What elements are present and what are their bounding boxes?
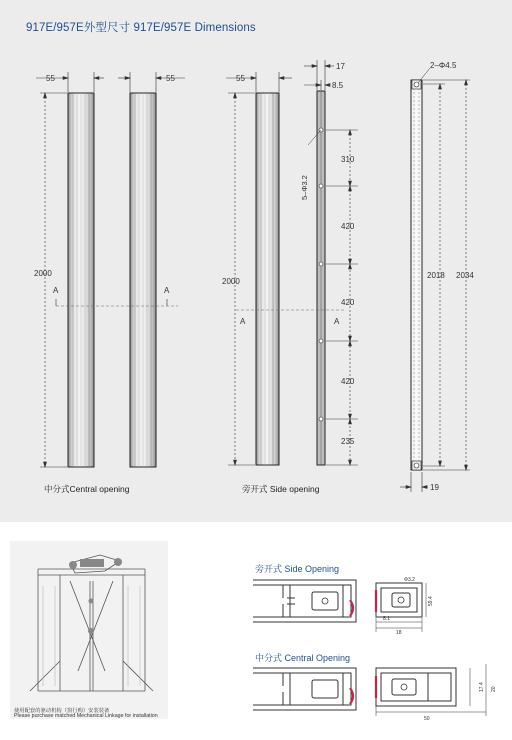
side-thickness-8-5: 8.5 bbox=[332, 81, 344, 90]
track-outer-height: 2034 bbox=[456, 271, 474, 280]
central-opening-right-panel bbox=[130, 93, 156, 467]
side-opening-panel bbox=[256, 93, 279, 465]
install-note-cn: 使用配套的驱动机构（窗行购）安装装备 bbox=[14, 708, 110, 714]
linkage-drawing bbox=[10, 541, 168, 719]
central-dim-3: 50 bbox=[424, 716, 430, 722]
track-width: 19 bbox=[430, 483, 439, 492]
side-height: 2000 bbox=[222, 277, 240, 286]
central-dim-1: 17.4 bbox=[479, 682, 485, 692]
side-dim-1: 8.1 bbox=[383, 616, 390, 622]
side-width: 55 bbox=[236, 74, 245, 83]
central-section-left: A bbox=[53, 286, 59, 295]
spacing-4: 420 bbox=[341, 377, 355, 386]
central-width-right: 55 bbox=[166, 74, 175, 83]
mechanical-linkage-illustration bbox=[10, 541, 168, 719]
spacing-5: 235 bbox=[341, 437, 355, 446]
side-opening-profile-title: 旁开式 Side Opening bbox=[255, 564, 340, 574]
side-opening-caption: 旁开式 Side opening bbox=[242, 484, 320, 494]
track-holes: 2–Φ4.5 bbox=[430, 61, 457, 70]
track-rail bbox=[411, 80, 422, 470]
page-title: 917E/957E外型尺寸 917E/957E Dimensions bbox=[26, 22, 256, 34]
side-thickness-dims bbox=[304, 60, 334, 90]
central-height: 2000 bbox=[34, 269, 52, 278]
holes-label: 5–Φ3.2 bbox=[300, 175, 309, 200]
central-height-dim bbox=[40, 93, 67, 467]
central-opening-profile-title: 中分式 Central Opening bbox=[255, 653, 351, 663]
central-section-right: A bbox=[164, 286, 170, 295]
side-section-left: A bbox=[240, 317, 246, 326]
spacing-2: 420 bbox=[341, 222, 355, 231]
central-opening-left-panel bbox=[68, 93, 94, 467]
side-section-right: A bbox=[334, 317, 340, 326]
side-opening-edge-profile bbox=[317, 91, 325, 465]
central-width-dims bbox=[36, 72, 185, 92]
central-opening-caption: 中分式Central opening bbox=[44, 484, 130, 494]
central-dim-2: 20 bbox=[491, 686, 497, 692]
central-width-left: 55 bbox=[46, 74, 55, 83]
install-note-en: Please purchase matched Mechanical Linkage for installation bbox=[14, 713, 158, 719]
spacing-3: 420 bbox=[341, 298, 355, 307]
track-inner-height: 2018 bbox=[427, 271, 445, 280]
side-dim-hole: Φ3.2 bbox=[404, 577, 415, 583]
spacing-1: 310 bbox=[341, 155, 355, 164]
side-thickness-17: 17 bbox=[336, 62, 345, 71]
side-dim-3: 59.4 bbox=[428, 596, 434, 606]
side-dim-2: 18 bbox=[396, 630, 402, 636]
